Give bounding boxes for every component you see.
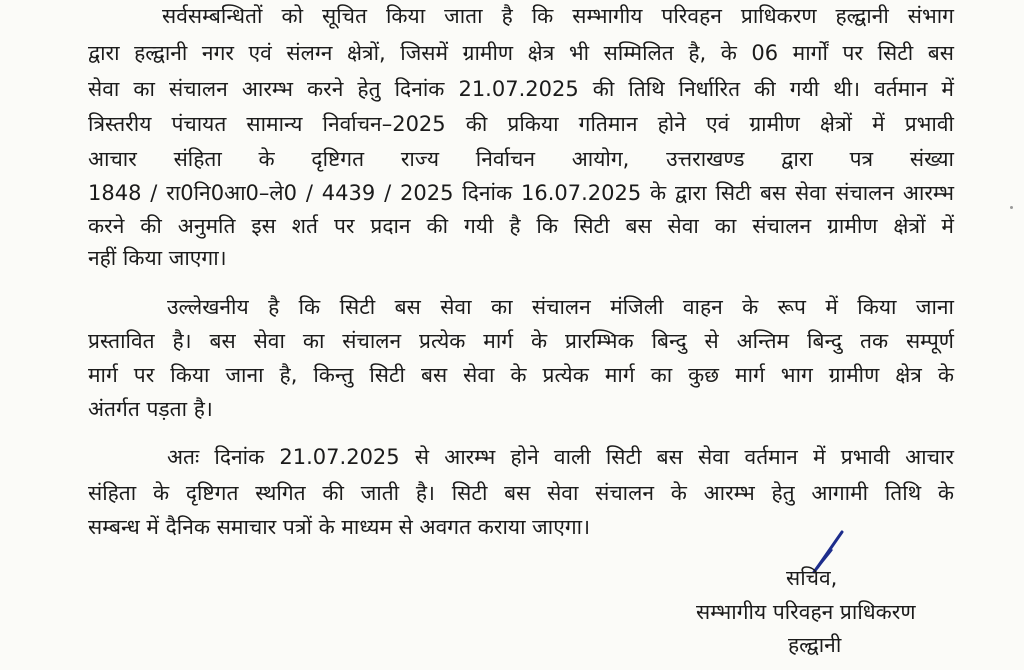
paragraph-1-line-8: नहीं किया जाएगा।	[88, 246, 227, 270]
paragraph-1-line-2: द्वारा हल्द्वानी नगर एवं संलग्न क्षेत्रों, जिसमें ग्रामीण क्षेत्र भी सम्मिलित है, के 06 मार्गों पर सिटी बस	[88, 41, 954, 65]
signatory-designation: सचिव,	[786, 566, 838, 590]
paragraph-1-line-3: सेवा का संचालन आरम्भ करने हेतु दिनांक 21.07.2025 की तिथि निर्धारित की गयी थी। वर्तमान में	[88, 77, 954, 101]
signatory-place: हल्द्वानी	[788, 633, 842, 657]
paragraph-1-line-7: करने की अनुमति इस शर्त पर प्रदान की गयी है कि सिटी बस सेवा का संचालन ग्रामीण क्षेत्रों में	[88, 214, 954, 238]
scan-speck	[1010, 206, 1013, 209]
paragraph-2-line-2: प्रस्तावित है। बस सेवा का संचालन प्रत्येक मार्ग के प्रारम्भिक बिन्दु से अन्तिम बिन्दु तक सम्पूर्ण	[88, 329, 954, 353]
paragraph-1-line-4: त्रिस्तरीय पंचायत सामान्य निर्वाचन–2025 की प्रकिया गतिमान होने एवं ग्रामीण क्षेत्रों में प्रभावी	[88, 112, 954, 136]
paragraph-2-line-3: मार्ग पर किया जाना है, किन्तु सिटी बस सेवा के प्रत्येक मार्ग का कुछ मार्ग भाग ग्रामीण क्षेत्र के	[88, 363, 954, 387]
paragraph-1-line-1: सर्वसम्बन्धितों को सूचित किया जाता है कि सम्भागीय परिवहन प्राधिकरण हल्द्वानी संभाग	[162, 4, 954, 28]
paragraph-2-line-4: अंतर्गत पड़ता है।	[88, 397, 213, 421]
paragraph-2-line-1: उल्लेखनीय है कि सिटी बस सेवा का संचालन मंजिली वाहन के रूप में किया जाना	[167, 295, 954, 319]
paragraph-3-line-1: अतः दिनांक 21.07.2025 से आरम्भ होने वाली सिटी बस सेवा वर्तमान में प्रभावी आचार	[167, 445, 954, 469]
paragraph-1-line-6: 1848 / रा0नि0आ0–ले0 / 4439 / 2025 दिनांक 16.07.2025 के द्वारा सिटी बस सेवा संचालन आरम्भ	[88, 181, 954, 205]
paragraph-1-line-5: आचार संहिता के दृष्टिगत राज्य निर्वाचन आयोग, उत्तराखण्ड द्वारा पत्र संख्या	[88, 147, 954, 171]
signatory-office: सम्भागीय परिवहन प्राधिकरण	[696, 600, 916, 624]
paragraph-3-line-2: संहिता के दृष्टिगत स्थगित की जाती है। सिटी बस सेवा संचालन के आरम्भ हेतु आगामी तिथि के	[88, 481, 954, 505]
paragraph-3-line-3: सम्बन्ध में दैनिक समाचार पत्रों के माध्यम से अवगत कराया जाएगा।	[88, 515, 591, 539]
